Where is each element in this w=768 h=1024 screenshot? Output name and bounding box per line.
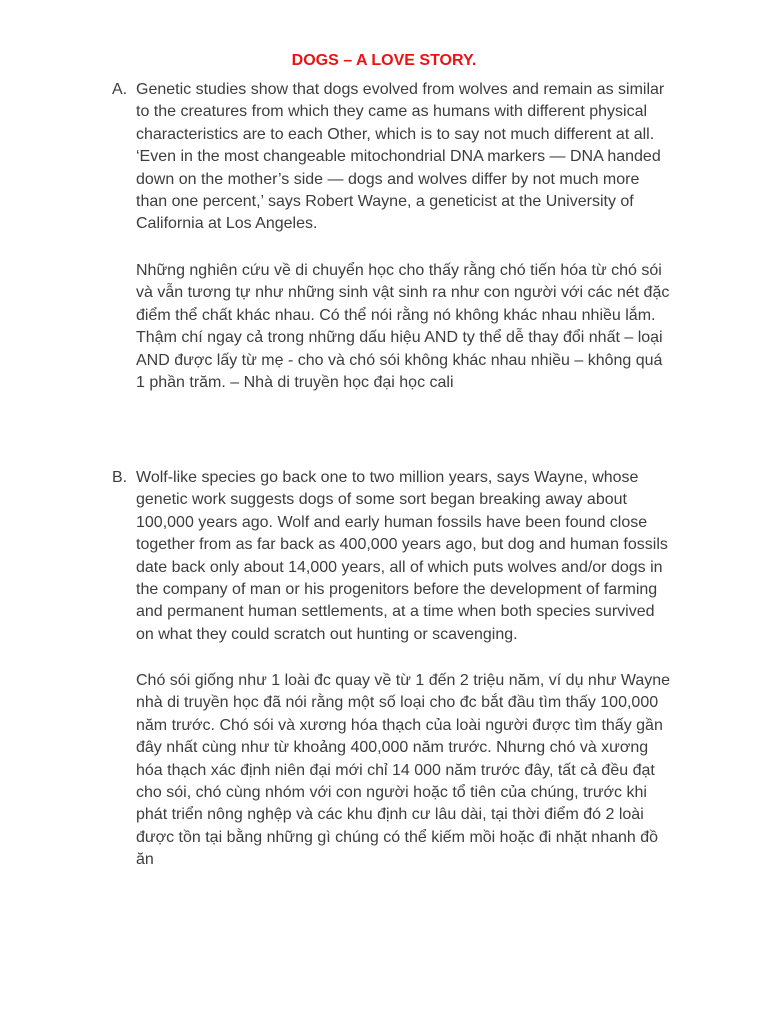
text-line: genetic work suggests dogs of some sort began breaking away about [136, 491, 627, 509]
text-line: điểm thể chất khác nhau. Có thể nói rằng nó không khác nhau nhiều lắm. [136, 306, 656, 324]
text-line: Wolf-like species go back one to two million years, says Wayne, whose [136, 469, 639, 486]
text-line: date back only about 14,000 years, all of which puts wolves and/or dogs in [136, 558, 663, 576]
text-line: Những nghiên cứu về di chuyển học cho thấy rằng chó tiến hóa từ chó sói [136, 262, 662, 279]
text-line: and permanent human settlements, at a time when both species survived [136, 603, 655, 621]
english-paragraph [136, 79, 664, 236]
text-line: Chó sói giống như 1 loài đc quay về từ 1 đến 2 triệu năm, ví dụ như Wayne [136, 672, 671, 689]
text-line: phát triển nông nghệp và các khu định cư lâu dài, tại thời điểm đó 2 loài [136, 806, 644, 824]
text-line: on what they could scratch out hunting or scavenging. [136, 625, 518, 643]
text-line: to the creatures from which they came as humans with different physical [136, 103, 648, 121]
text-line: cho sói, chó cùng nhóm với con người hoặc tổ tiên của chúng, trước khi [136, 783, 647, 801]
doc-title: DOGS – A LOVE STORY. [291, 52, 477, 69]
text-line: down on the mother’s side — dogs and wolves differ by not much more [136, 170, 640, 188]
text-line: ‘Even in the most changeable mitochondrial DNA markers — DNA handed [136, 148, 661, 166]
section-marker: B. [112, 469, 128, 486]
text-line: đây nhất cùng như từ khoảng 400,000 năm trước. Nhưng chó và xương [136, 739, 649, 757]
text-line: 1 phần trăm. – Nhà di truyền học đại học cali [136, 373, 454, 391]
text-line: hóa thạch xác định niên đại mới chỉ 14 000 năm trước đây, tất cả đều đạt [136, 761, 655, 779]
text-line: và vẫn tương tự như những sinh vật sinh ra như con người với các nét đặc [136, 284, 670, 302]
text-line: than one percent,’ says Robert Wayne, a geneticist at the University of [136, 192, 634, 210]
text-line: nhà di truyền học đã nói rằng một số loại cho đc bắt đầu tìm thấy 100,000 [136, 694, 659, 712]
vietnamese-paragraph [136, 670, 670, 872]
text-line: năm trước. Chó sói và xương hóa thạch của loài người được tìm thấy gần [136, 716, 663, 734]
text-line: the company of man or his progenitors before the development of farming [136, 580, 658, 598]
text-line: 100,000 years ago. Wolf and early human fossils have been found close [136, 513, 648, 531]
vietnamese-paragraph [136, 260, 669, 394]
text-line: Thậm chí ngay cả trong những dấu hiệu AND ty thể dễ thay đổi nhất – loại [136, 329, 663, 347]
text-line: được tồn tại bằng những gì chúng có thể kiếm mồi hoặc đi nhặt nhanh đồ [136, 828, 659, 846]
text-line: Genetic studies show that dogs evolved from wolves and remain as similar [136, 81, 665, 98]
text-line: California at Los Angeles. [136, 215, 318, 233]
text-line: AND được lấy từ mẹ - cho và chó sói không khác nhau nhiều – không quá [136, 351, 663, 369]
section-marker: A. [112, 81, 128, 98]
text-line: ăn [136, 851, 154, 869]
text-line: together from as far back as 400,000 years ago, but dog and human fossils [136, 536, 668, 554]
english-paragraph [136, 467, 668, 646]
text-line: characteristics are to each Other, which is to say not much different at all. [136, 125, 655, 143]
